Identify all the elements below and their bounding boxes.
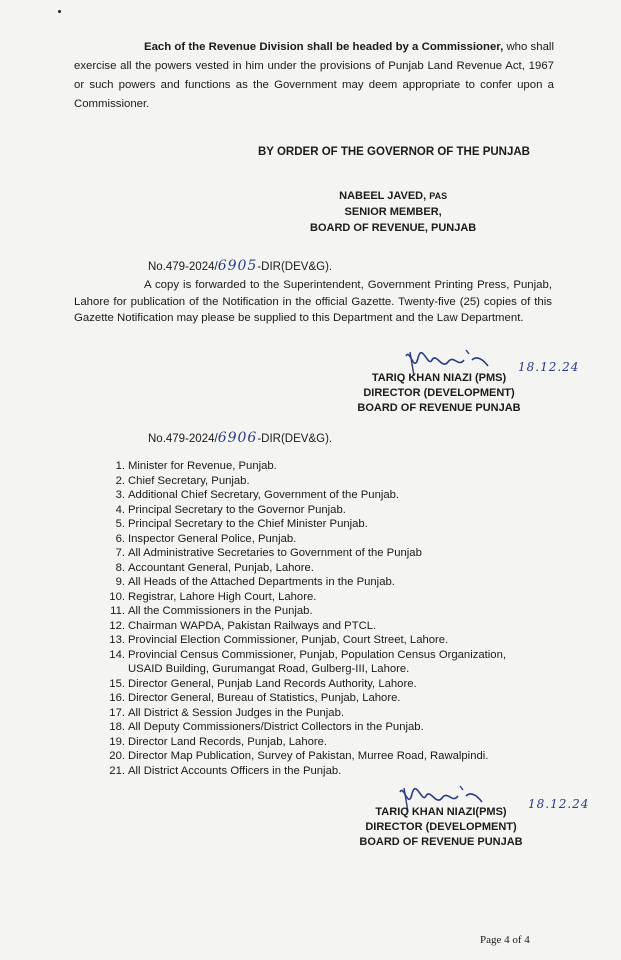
distribution-item xyxy=(108,474,558,489)
distribution-item xyxy=(108,677,558,692)
signatory-senior-member xyxy=(310,188,476,236)
signature-date-2: 18.12.24 xyxy=(528,797,590,811)
distribution-item-number: 12. xyxy=(109,619,125,632)
distribution-item-number: 5. xyxy=(115,518,125,530)
distribution-item xyxy=(108,720,558,735)
distribution-item xyxy=(108,691,558,706)
ref1-suffix: -DIR(DEV&G). xyxy=(257,261,333,273)
ref1-prefix: No.479-2024/ xyxy=(148,261,218,273)
distribution-item-text: Director General, Bureau of Statistics, Punjab, Lahore. xyxy=(128,692,401,704)
distribution-item-text: All District Accounts Officers in the Punjab. xyxy=(128,764,342,777)
reference-number-2 xyxy=(148,430,332,446)
distribution-item-text: All Deputy Commissioners/District Collectors in the Punjab. xyxy=(128,721,424,733)
distribution-item-text: Minister for Revenue, Punjab. xyxy=(128,460,277,472)
distribution-item-number: 3. xyxy=(115,489,125,501)
intro-lead: Each of the Revenue Division shall be headed by a Commissioner, xyxy=(144,41,504,53)
sig1-name: TARIQ KHAN NIAZI (PMS) xyxy=(371,372,507,384)
distribution-item-number: 21. xyxy=(109,764,125,777)
intro-paragraph xyxy=(74,38,554,114)
distribution-item xyxy=(108,648,558,677)
distribution-item-text: All District & Session Judges in the Punjab. xyxy=(128,706,345,719)
distribution-item-number: 14. xyxy=(109,648,125,661)
signatory-suffix: PAS xyxy=(429,191,448,201)
signature-block-1 xyxy=(344,371,534,416)
ref2-suffix: -DIR(DEV&G). xyxy=(257,433,333,445)
distribution-item xyxy=(108,517,558,532)
distribution-item-number: 7. xyxy=(115,547,125,559)
distribution-item xyxy=(108,546,558,561)
distribution-item-text: Director Land Records, Punjab, Lahore. xyxy=(128,735,328,748)
distribution-item-text: Provincial Census Commissioner, Punjab, Population Census Organization, xyxy=(128,648,507,661)
signatory-title: SENIOR MEMBER, xyxy=(344,206,442,218)
sig2-org: BOARD OF REVENUE PUNJAB xyxy=(359,836,523,848)
distribution-item-number: 4. xyxy=(115,503,125,516)
distribution-item-number: 10. xyxy=(109,590,125,603)
signatory-name: NABEEL JAVED, xyxy=(339,190,427,202)
sig2-title: DIRECTOR (DEVELOPMENT) xyxy=(365,821,517,833)
distribution-item xyxy=(108,764,558,779)
distribution-item xyxy=(108,590,558,605)
intro-rest: who shall exercise all the powers vested in him under the provisions of Punjab Land Revenue Act, 1967 or such powers and functions as the Government may deem appropriate to confer upon a Commissioner. xyxy=(74,41,554,110)
distribution-item-text: Principal Secretary to the Chief Minister Punjab. xyxy=(128,518,368,530)
distribution-item-continuation: USAID Building, Gurumangat Road, Gulberg-III, Lahore. xyxy=(128,663,410,675)
page-number: Page 4 of 4 xyxy=(480,934,530,946)
copy-paragraph xyxy=(74,277,552,327)
signature-date-1: 18.12.24 xyxy=(518,360,580,374)
distribution-item-text: Chairman WAPDA, Pakistan Railways and PTCL. xyxy=(128,619,377,632)
sig1-title: DIRECTOR (DEVELOPMENT) xyxy=(363,387,515,399)
distribution-item-number: 6. xyxy=(115,532,125,545)
distribution-item-text: Registrar, Lahore High Court, Lahore. xyxy=(128,590,317,603)
distribution-item-text: All Administrative Secretaries to Government of the Punjab xyxy=(128,547,422,559)
ref2-handwritten: 6906 xyxy=(217,430,258,446)
distribution-item xyxy=(108,575,558,590)
distribution-item xyxy=(108,604,558,619)
order-line: BY ORDER OF THE GOVERNOR OF THE PUNJAB xyxy=(258,146,530,158)
copy-text: A copy is forwarded to the Superintendent, Government Printing Press, Punjab, Lahore for publication of the Notification in the official Gazette. Twenty-five (25) copies of this Gazette Notification may please be supplied to this Department and the Law Department. xyxy=(74,279,552,324)
ref1-handwritten: 6905 xyxy=(217,258,258,274)
distribution-item-number: 17. xyxy=(109,706,125,719)
distribution-item-text: All the Commissioners in the Punjab. xyxy=(128,605,313,617)
signature-block-2 xyxy=(346,805,536,850)
distribution-item-number: 8. xyxy=(115,561,125,574)
ref2-prefix: No.479-2024/ xyxy=(148,433,218,445)
distribution-item-number: 11. xyxy=(110,605,125,617)
distribution-item-text: All Heads of the Attached Departments in the Punjab. xyxy=(128,576,395,588)
distribution-item-number: 20. xyxy=(109,750,125,762)
distribution-item xyxy=(108,633,558,648)
distribution-item-text: Director Map Publication, Survey of Pakistan, Murree Road, Rawalpindi. xyxy=(128,750,489,762)
distribution-item xyxy=(108,503,558,518)
signatory-org: BOARD OF REVENUE, PUNJAB xyxy=(310,222,477,234)
distribution-item-number: 1. xyxy=(115,460,125,472)
distribution-item xyxy=(108,561,558,576)
distribution-item xyxy=(108,619,558,634)
distribution-item-number: 15. xyxy=(109,677,125,690)
distribution-item-text: Accountant General, Punjab, Lahore. xyxy=(128,561,314,574)
sig1-org: BOARD OF REVENUE PUNJAB xyxy=(357,402,521,414)
distribution-item xyxy=(108,488,558,503)
distribution-item-number: 9. xyxy=(115,576,125,588)
distribution-item-text: Chief Secretary, Punjab. xyxy=(128,474,250,487)
distribution-item-text: Provincial Election Commissioner, Punjab, Court Street, Lahore. xyxy=(128,634,449,646)
distribution-item xyxy=(108,706,558,721)
distribution-item-number: 2. xyxy=(115,474,125,487)
distribution-item-text: Inspector General Police, Punjab. xyxy=(128,532,297,545)
distribution-list xyxy=(108,459,558,778)
distribution-item xyxy=(108,735,558,750)
sig2-name: TARIQ KHAN NIAZI(PMS) xyxy=(375,806,507,818)
distribution-item-number: 19. xyxy=(109,735,125,748)
reference-number-1 xyxy=(148,258,332,274)
distribution-item-text: Director General, Punjab Land Records Authority, Lahore. xyxy=(128,677,417,690)
distribution-item xyxy=(108,532,558,547)
distribution-item-number: 16. xyxy=(109,692,125,704)
distribution-item-number: 13. xyxy=(109,634,125,646)
scan-speck xyxy=(58,10,61,13)
distribution-item xyxy=(108,459,558,474)
distribution-item-number: 18. xyxy=(109,721,125,733)
distribution-item xyxy=(108,749,558,764)
distribution-item-text: Principal Secretary to the Governor Punjab. xyxy=(128,503,346,516)
distribution-item-text: Additional Chief Secretary, Government of the Punjab. xyxy=(128,489,400,501)
